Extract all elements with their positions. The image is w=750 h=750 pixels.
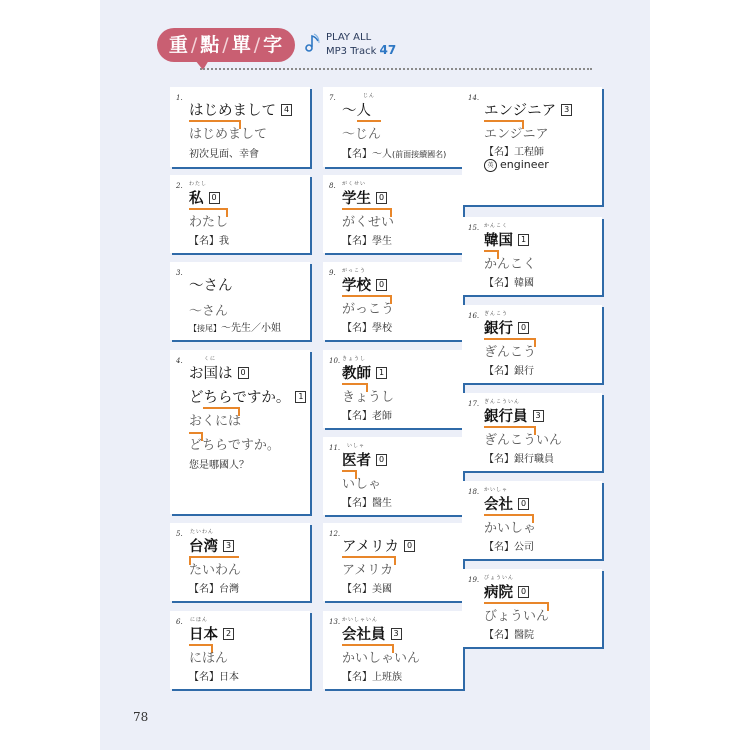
audio-track-label: PLAY ALL MP3 Track 47 — [304, 31, 396, 58]
section-title: 重 / 點 / 單 / 字 — [157, 28, 295, 62]
vocab-card-1: 1. はじめまして 4 はじめまして 初次見面、幸會 — [170, 87, 310, 167]
page-number: 78 — [133, 710, 149, 724]
vocab-card-5: 5. たいわん 台湾 3 たいわん 【名】台灣 — [170, 523, 310, 601]
vocab-card-18: 18. かいしゃ 会社 0 かいしゃ 【名】公司 — [462, 481, 602, 559]
vocab-card-8: 8. がくせい 学生 0 がくせい 【名】學生 — [323, 175, 463, 253]
vocab-card-17: 17. ぎんこういん 銀行員 3 ぎんこういん 【名】銀行職員 — [462, 393, 602, 471]
vocab-card-6: 6. にほん 日本 2 にほん 【名】日本 — [170, 611, 310, 689]
vocab-card-14: 14. エンジニア 3 エンジニア 【名】工程師 英 engineer — [462, 87, 602, 205]
vocab-card-9: 9. がっこう 学校 0 がっこう 【名】學校 — [323, 262, 463, 340]
divider — [200, 68, 592, 70]
vocab-card-4: 4. くに お国は 0 どちらですか。 1 おくには どちらですか。 您是哪國人？ — [170, 350, 310, 514]
vocab-card-3: 3. ～さん ～さん 【接尾】～先生／小姐 — [170, 262, 310, 340]
vocab-card-16: 16. ぎんこう 銀行 0 ぎんこう 【名】銀行 — [462, 305, 602, 383]
vocab-card-7: 7. じん ～人 ～じん 【名】～人(前面接續國名) — [323, 87, 463, 167]
audio-icon — [304, 33, 320, 53]
vocab-card-12: 12. アメリカ 0 アメリカ 【名】美國 — [323, 523, 463, 601]
vocab-card-2: 2. わたし 私 0 わたし 【名】我 — [170, 175, 310, 253]
vocab-card-11: 11. いしゃ 医者 0 いしゃ 【名】醫生 — [323, 437, 463, 515]
english-origin-icon: 英 — [484, 159, 497, 172]
vocab-card-19: 19. びょういん 病院 0 びょういん 【名】醫院 — [462, 569, 602, 647]
vocab-card-10: 10. きょうし 教師 1 きょうし 【名】老師 — [323, 350, 463, 428]
vocab-card-13: 13. かいしゃいん 会社員 3 かいしゃいん 【名】上班族 — [323, 611, 463, 689]
vocab-card-15: 15. かんこく 韓国 1 かんこく 【名】韓國 — [462, 217, 602, 295]
